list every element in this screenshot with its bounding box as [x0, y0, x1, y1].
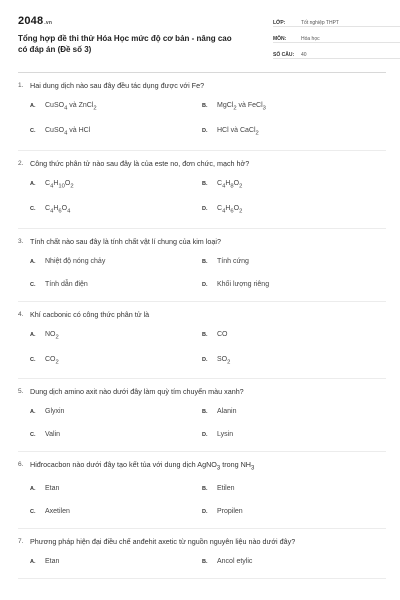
answer-text: CO	[217, 330, 228, 338]
meta-value: Tốt nghiệp THPT	[301, 20, 339, 26]
exam-meta	[273, 14, 400, 62]
exam-title: Tổng hợp đề thi thử Hóa Học mức độ cơ bản - nâng cao có đáp án (Đề số 3)	[18, 34, 232, 54]
question-text: Công thức phân tử nào sau đây là của este no, đơn chức, mạch hở?	[30, 158, 250, 168]
question-number: 5.	[18, 388, 24, 396]
answer-key: B.	[202, 331, 208, 338]
answer-options	[18, 179, 386, 228]
answer-key: A.	[30, 558, 36, 565]
meta-row-subject	[273, 30, 400, 43]
answer-option[interactable]	[30, 280, 202, 290]
answer-key: C.	[30, 356, 36, 363]
answer-text: $C_4H_{10}O_2$	[45, 179, 74, 190]
answer-key: B.	[202, 485, 208, 492]
question-line	[18, 537, 386, 547]
answer-text: CuSO$_4$ và ZnCl$_2$	[45, 102, 97, 112]
answer-option[interactable]	[30, 430, 202, 440]
answer-text: $NO_2$	[45, 330, 59, 340]
answer-options	[18, 407, 386, 451]
question-number: 2.	[18, 159, 24, 167]
meta-value: 40	[301, 52, 307, 58]
question-list	[18, 73, 386, 579]
answer-option[interactable]	[30, 101, 202, 113]
answer-option[interactable]	[30, 257, 202, 267]
answer-key: C.	[30, 508, 36, 515]
answer-text: MgCl$_2$ và FeCl$_3$	[217, 102, 266, 112]
answer-key: A.	[30, 409, 36, 416]
answer-key: B.	[202, 103, 208, 109]
answer-key: A.	[30, 258, 36, 265]
answer-text: Glyxin	[45, 408, 65, 416]
answer-text: Ancol etylic	[217, 557, 253, 565]
answer-key: D.	[202, 432, 208, 439]
answer-key: D.	[202, 206, 208, 213]
answer-key: D.	[202, 128, 208, 135]
question-text: Hiđrocacbon nào dưới đây tạo kết tủa với dung dịch AgNO$_3$ trong $NH_3$	[30, 460, 255, 472]
meta-key: SỐ CÂU:	[273, 52, 295, 58]
answer-option[interactable]	[202, 484, 374, 494]
answer-key: A.	[30, 180, 36, 187]
meta-value: Hóa học	[301, 36, 320, 42]
answer-option[interactable]	[30, 407, 202, 417]
answer-text: HCl và CaCl$_2$	[217, 127, 259, 137]
meta-row-count	[273, 46, 400, 59]
question-text: Tính chất nào sau đây là tính chất vật lí chung của kim loại?	[30, 236, 221, 246]
answer-options	[18, 330, 386, 379]
logo-suffix: .vn	[44, 20, 53, 26]
answer-option[interactable]	[30, 126, 202, 138]
question-line	[18, 460, 386, 473]
answer-option[interactable]	[202, 507, 374, 517]
answer-option[interactable]	[30, 179, 202, 191]
answer-key: B.	[202, 409, 208, 416]
answer-text: Etan	[45, 484, 60, 492]
answer-key: C.	[30, 281, 36, 288]
question-number: 6.	[18, 461, 24, 469]
answer-text: Tính cứng	[217, 257, 249, 265]
answer-key: D.	[202, 356, 208, 363]
answer-option[interactable]	[202, 126, 374, 138]
question-text: Dung dịch amino axit nào dưới đây làm quỳ tím chuyển màu xanh?	[30, 387, 244, 397]
question-item	[18, 529, 386, 579]
answer-option[interactable]	[202, 330, 374, 342]
answer-text: Alanin	[217, 408, 237, 416]
exam-header	[18, 0, 386, 72]
answer-text: Khối lượng riêng	[217, 280, 270, 288]
answer-text: Axetilen	[45, 507, 70, 515]
answer-option[interactable]	[30, 355, 202, 367]
answer-key: B.	[202, 558, 208, 565]
question-line	[18, 310, 386, 320]
answer-text: $CO_2$	[45, 355, 59, 366]
question-text: Phương pháp hiện đại điều chế anđehit axetic từ nguồn nguyên liệu nào dưới đây?	[30, 536, 296, 546]
answer-text: $C_4H_6O_2$	[217, 205, 243, 215]
answer-options	[18, 101, 386, 150]
question-text: Hai dung dịch nào sau đây đều tác dụng được với Fe?	[30, 81, 205, 90]
answer-text: Valin	[45, 431, 61, 439]
answer-option[interactable]	[202, 557, 374, 567]
answer-option[interactable]	[202, 430, 374, 440]
question-item	[18, 229, 386, 302]
answer-text: $C_4H_6O_4$	[45, 205, 71, 215]
answer-text: Propilen	[217, 507, 243, 515]
answer-key: C.	[30, 128, 36, 135]
answer-option[interactable]	[202, 204, 374, 216]
answer-key: C.	[30, 432, 36, 439]
answer-text: Nhiệt độ nóng chảy	[45, 257, 106, 265]
answer-option[interactable]	[202, 355, 374, 367]
answer-options	[18, 484, 386, 528]
meta-key: MÔN:	[273, 36, 287, 42]
answer-option[interactable]	[202, 179, 374, 191]
question-text: Khí cacbonic có công thức phân tử là	[30, 309, 150, 319]
question-number: 4.	[18, 310, 24, 318]
answer-key: D.	[202, 508, 208, 515]
question-line	[18, 159, 386, 169]
answer-key: A.	[30, 103, 36, 109]
answer-option[interactable]	[202, 407, 374, 417]
answer-options	[18, 257, 386, 301]
answer-option[interactable]	[30, 484, 202, 494]
meta-row-class	[273, 14, 400, 27]
question-item	[18, 302, 386, 380]
answer-key: A.	[30, 485, 36, 492]
answer-key: D.	[202, 281, 208, 288]
answer-option[interactable]	[30, 204, 202, 216]
answer-option[interactable]	[30, 557, 202, 567]
question-item	[18, 452, 386, 528]
answer-text: Tính dẫn điện	[45, 280, 88, 288]
question-line	[18, 81, 386, 91]
answer-option[interactable]	[202, 280, 374, 290]
answer-text: $SO_2$	[217, 355, 231, 366]
answer-text: Etilen	[217, 484, 235, 492]
question-line	[18, 237, 386, 247]
logo-text: 2048	[18, 15, 44, 27]
answer-text: Lysin	[217, 431, 234, 439]
answer-options	[18, 557, 386, 578]
answer-option[interactable]	[202, 101, 374, 113]
question-number: 7.	[18, 537, 24, 545]
answer-key: C.	[30, 206, 36, 213]
answer-option[interactable]	[30, 330, 202, 342]
answer-key: B.	[202, 180, 208, 187]
answer-text: Etan	[45, 557, 60, 565]
answer-text: $C_4H_8O_2$	[217, 179, 243, 190]
question-item	[18, 379, 386, 452]
question-line	[18, 387, 386, 397]
answer-key: A.	[30, 331, 36, 338]
answer-text: CuSO$_4$ và HCl	[45, 127, 91, 137]
question-item	[18, 73, 386, 151]
answer-key: B.	[202, 258, 208, 265]
answer-option[interactable]	[30, 507, 202, 517]
question-number: 3.	[18, 237, 24, 245]
meta-key: LỚP:	[273, 20, 286, 26]
question-item	[18, 151, 386, 229]
question-number: 1.	[18, 82, 24, 89]
answer-option[interactable]	[202, 257, 374, 267]
